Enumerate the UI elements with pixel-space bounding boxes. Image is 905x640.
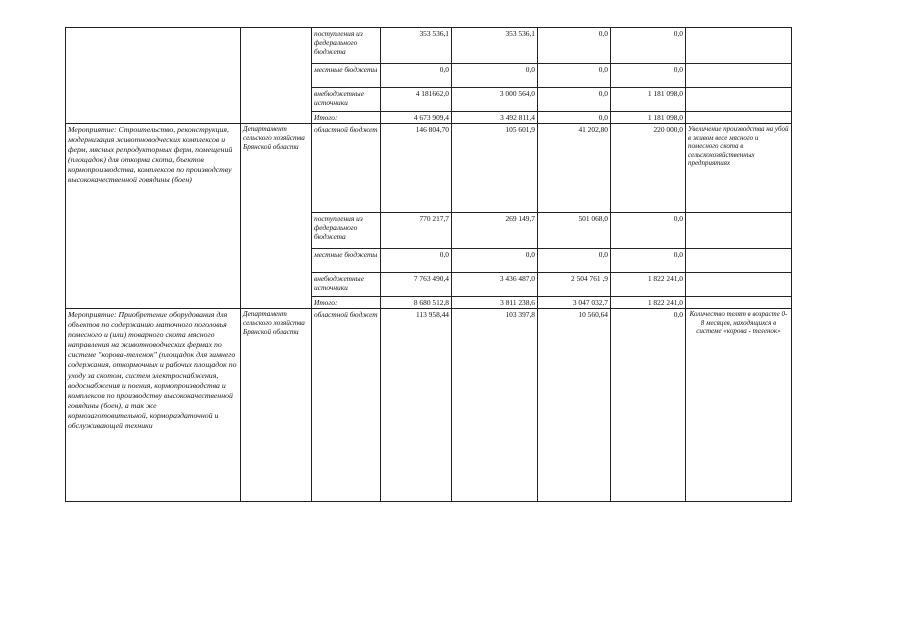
source-cell: местные бюджеты [312,64,381,88]
source-cell: областной бюджет [312,309,381,502]
value-cell: 0,0 [538,112,611,124]
value-cell: 7 763 490,4 [381,273,452,297]
source-cell: внебюджетные источники [312,88,381,112]
source-cell: областной бюджет [312,124,381,213]
source-cell: поступления из федерального бюджета [312,28,381,64]
value-cell: 220 000,0 [611,124,686,213]
value-cell: 41 202,80 [538,124,611,213]
source-cell: Итого: [312,297,381,309]
result-cell [686,112,792,124]
value-cell: 0,0 [452,64,538,88]
source-cell: Итого: [312,112,381,124]
value-cell: 105 601,9 [452,124,538,213]
value-cell: 4 181662,0 [381,88,452,112]
table-row [66,28,792,64]
measure-cell: Мероприятие: Строительство, реконструкция, модернизация животноводческих комплексов и ферм, мясных репродукторных ферм, помещений (площадок) для откорма скота, бъектов кормопроизводства, комплексов по производству высококачественной говядины (боен) [66,124,241,309]
table-row [66,309,792,502]
result-cell: Увеличение производства на убой в живом весе мясного и помесного скота в сельскохозяйственных предприятиях [686,124,792,213]
result-cell [686,273,792,297]
value-cell: 1 822 241,0 [611,273,686,297]
value-cell: 146 804,70 [381,124,452,213]
value-cell: 0,0 [611,28,686,64]
value-cell: 0,0 [538,249,611,273]
result-cell [686,64,792,88]
value-cell: 0,0 [538,28,611,64]
value-cell: 1 822 241,0 [611,297,686,309]
result-cell [686,297,792,309]
value-cell: 0,0 [611,64,686,88]
value-cell: 2 504 761 ,9 [538,273,611,297]
department-cell: Департамент сельского хозяйства Брянской области [241,309,312,502]
result-cell [686,88,792,112]
value-cell: 10 560,64 [538,309,611,502]
value-cell: 1 181 098,0 [611,88,686,112]
value-cell: 8 680 512,8 [381,297,452,309]
value-cell: 4 673 909,4 [381,112,452,124]
result-cell: Количество телят в возрасте 0-8 месяцев, находящихся в системе «корова - теленок» [686,309,792,502]
value-cell: 103 397,8 [452,309,538,502]
value-cell: 113 958,44 [381,309,452,502]
department-cell [241,28,312,124]
value-cell: 3 000 564,0 [452,88,538,112]
value-cell: 770 217,7 [381,213,452,249]
value-cell: 3 047 032,7 [538,297,611,309]
value-cell: 0,0 [611,213,686,249]
source-cell: внебюджетные источники [312,273,381,297]
budget-table [65,27,792,502]
value-cell: 0,0 [611,309,686,502]
value-cell: 1 181 098,0 [611,112,686,124]
value-cell: 0,0 [452,249,538,273]
value-cell: 353 536,1 [452,28,538,64]
table-row [66,124,792,213]
source-cell: поступления из федерального бюджета [312,213,381,249]
value-cell: 3 811 238,6 [452,297,538,309]
value-cell: 0,0 [381,249,452,273]
value-cell: 3 436 487,0 [452,273,538,297]
value-cell: 501 068,0 [538,213,611,249]
result-cell [686,28,792,64]
value-cell: 0,0 [381,64,452,88]
measure-cell: Мероприятие: Приобретение оборудования для объектов по содержанию маточного поголовья помесного и (или) товарного скота мясного направления на животноводческих фермах по системе "корова-теленок" (площадок для зимнего содержания, откормочных и рабочих площадок по уходу за скотом, систем электроснабжения, водоснабжения и поения, кормопроизводства и комплексов по производству высококачественной говядины (боен), а так же кормозаготовительной, кормораздаточной и обслуживающей техники [66,309,241,502]
value-cell: 353 536,1 [381,28,452,64]
value-cell: 0,0 [538,88,611,112]
value-cell: 0,0 [538,64,611,88]
value-cell: 0,0 [611,249,686,273]
value-cell: 269 149,7 [452,213,538,249]
result-cell [686,249,792,273]
value-cell: 3 492 811,4 [452,112,538,124]
source-cell: местные бюджеты [312,249,381,273]
department-cell: Департамент сельского хозяйства Брянской области [241,124,312,309]
measure-cell [66,28,241,124]
result-cell [686,213,792,249]
